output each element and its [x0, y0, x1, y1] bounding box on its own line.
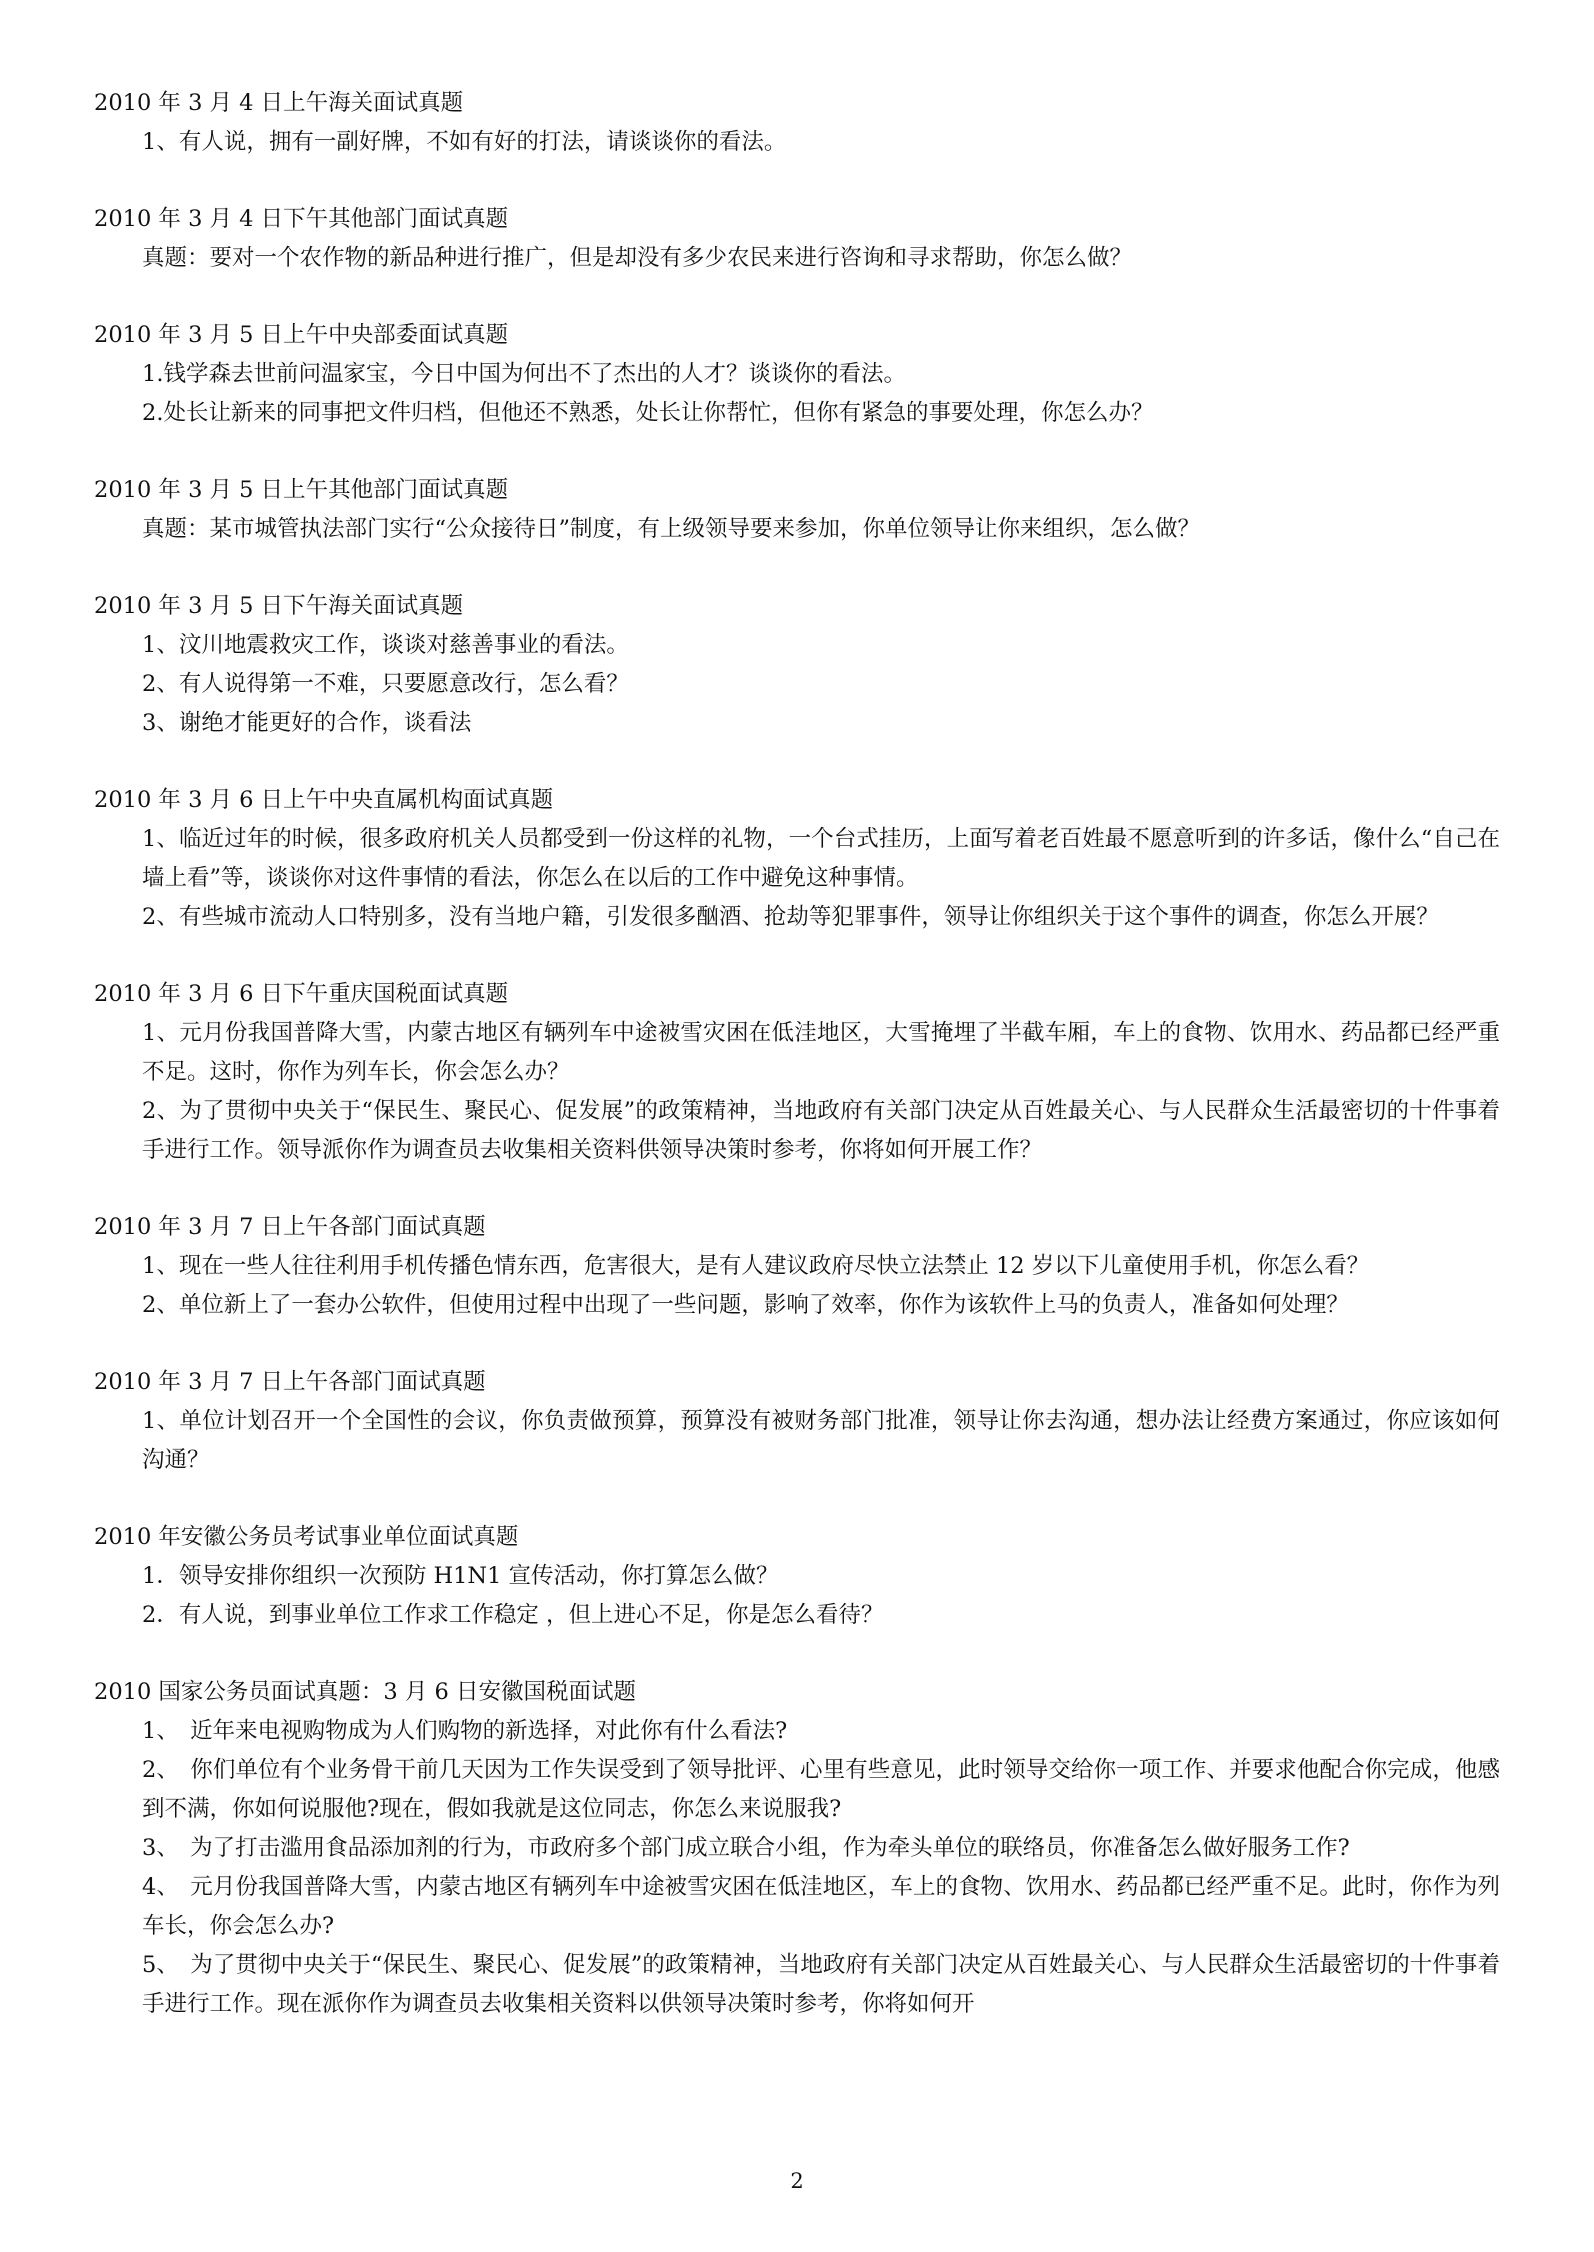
question-item: 1、汶川地震救灾工作，谈谈对慈善事业的看法。 [142, 632, 629, 658]
question-item: 2.处长让新来的同事把文件归档，但他还不熟悉，处长让你帮忙，但你有紧急的事要处理，你怎么办？ [142, 400, 1154, 426]
section-title: 2010 年 3 月 6 日下午重庆国税面试真题 [94, 981, 509, 1007]
question-item: 2、为了贯彻中央关于“保民生、聚民心、促发展”的政策精神，当地政府有关部门决定从百姓最关心、与人民群众生活最密切的十件事着手进行工作。领导派你作为调查员去收集相关资料供领导决策时参考，你将如何开展工作？ [142, 1098, 1500, 1163]
question-item: 2、 你们单位有个业务骨干前几天因为工作失误受到了领导批评、心里有些意见，此时领导交给你一项工作、并要求他配合你完成，他感到不满，你如何说服他?现在，假如我就是这位同志，你怎么来说服我? [142, 1757, 1500, 1822]
section-title: 2010 年 3 月 6 日上午中央直属机构面试真题 [94, 787, 554, 813]
interview-section [94, 975, 1500, 1170]
question-item: 1、现在一些人往往利用手机传播色情东西，危害很大，是有人建议政府尽快立法禁止 12 岁以下儿童使用手机，你怎么看？ [142, 1253, 1370, 1279]
question-item: 1．领导安排你组织一次预防 H1N1 宣传活动，你打算怎么做？ [142, 1563, 779, 1589]
interview-section [94, 1518, 1500, 1635]
question-item: 3、谢绝才能更好的合作，谈看法 [142, 710, 472, 736]
interview-section [94, 1673, 1500, 2024]
question-item: 3、 为了打击滥用食品添加剂的行为，市政府多个部门成立联合小组，作为牵头单位的联络员，你准备怎么做好服务工作? [142, 1835, 1350, 1861]
question-item: 2、有人说得第一不难，只要愿意改行，怎么看？ [142, 671, 629, 697]
question-item: 真题：某市城管执法部门实行“公众接待日”制度，有上级领导要来参加，你单位领导让你来组织，怎么做？ [142, 516, 1201, 542]
question-item: 2、有些城市流动人口特别多，没有当地户籍，引发很多酗酒、抢劫等犯罪事件，领导让你组织关于这个事件的调查，你怎么开展？ [142, 904, 1439, 930]
question-item: 真题：要对一个农作物的新品种进行推广，但是却没有多少农民来进行咨询和寻求帮助，你怎么做？ [142, 245, 1133, 271]
section-title: 2010 国家公务员面试真题：3 月 6 日安徽国税面试题 [94, 1679, 637, 1705]
interview-section [94, 200, 1500, 278]
interview-section [94, 471, 1500, 549]
section-title: 2010 年 3 月 7 日上午各部门面试真题 [94, 1214, 486, 1240]
interview-section [94, 1363, 1500, 1480]
question-item: 1.钱学森去世前问温家宝，今日中国为何出不了杰出的人才？谈谈你的看法。 [142, 361, 906, 387]
question-item: 1、临近过年的时候，很多政府机关人员都受到一份这样的礼物，一个台式挂历，上面写着老百姓最不愿意听到的许多话，像什么“自己在墙上看”等，谈谈你对这件事情的看法，你怎么在以后的工作中避免这种事情。 [142, 826, 1500, 891]
section-title: 2010 年 3 月 5 日上午中央部委面试真题 [94, 322, 509, 348]
interview-section [94, 781, 1500, 937]
page-number: 2 [790, 2169, 804, 2193]
question-item: 1、元月份我国普降大雪，内蒙古地区有辆列车中途被雪灾困在低洼地区，大雪掩埋了半截车厢，车上的食物、饮用水、药品都已经严重不足。这时，你作为列车长，你会怎么办？ [142, 1020, 1500, 1085]
question-item: 1、 近年来电视购物成为人们购物的新选择，对此你有什么看法? [142, 1718, 788, 1744]
question-item: 2．有人说，到事业单位工作求工作稳定 ，但上进心不足，你是怎么看待？ [142, 1602, 884, 1628]
section-title: 2010 年 3 月 4 日上午海关面试真题 [94, 90, 464, 116]
question-item: 5、 为了贯彻中央关于“保民生、聚民心、促发展”的政策精神，当地政府有关部门决定从百姓最关心、与人民群众生活最密切的十件事着手进行工作。现在派你作为调查员去收集相关资料以供领导决策时参考，你将如何开 [142, 1952, 1500, 2017]
section-title: 2010 年安徽公务员考试事业单位面试真题 [94, 1524, 519, 1550]
question-item: 1、有人说，拥有一副好牌，不如有好的打法，请谈谈你的看法。 [142, 129, 787, 155]
section-title: 2010 年 3 月 7 日上午各部门面试真题 [94, 1369, 486, 1395]
interview-section [94, 316, 1500, 433]
question-item: 1、单位计划召开一个全国性的会议，你负责做预算，预算没有被财务部门批准，领导让你去沟通，想办法让经费方案通过，你应该如何沟通？ [142, 1408, 1500, 1473]
section-title: 2010 年 3 月 5 日上午其他部门面试真题 [94, 477, 509, 503]
interview-section [94, 1208, 1500, 1325]
section-title: 2010 年 3 月 5 日下午海关面试真题 [94, 593, 464, 619]
interview-section [94, 84, 1500, 162]
interview-section [94, 587, 1500, 743]
section-title: 2010 年 3 月 4 日下午其他部门面试真题 [94, 206, 509, 232]
question-item: 2、单位新上了一套办公软件，但使用过程中出现了一些问题，影响了效率，你作为该软件上马的负责人，准备如何处理？ [142, 1292, 1349, 1318]
question-item: 4、 元月份我国普降大雪，内蒙古地区有辆列车中途被雪灾困在低洼地区，车上的食物、饮用水、药品都已经严重不足。此时，你作为列车长，你会怎么办? [142, 1874, 1500, 1939]
